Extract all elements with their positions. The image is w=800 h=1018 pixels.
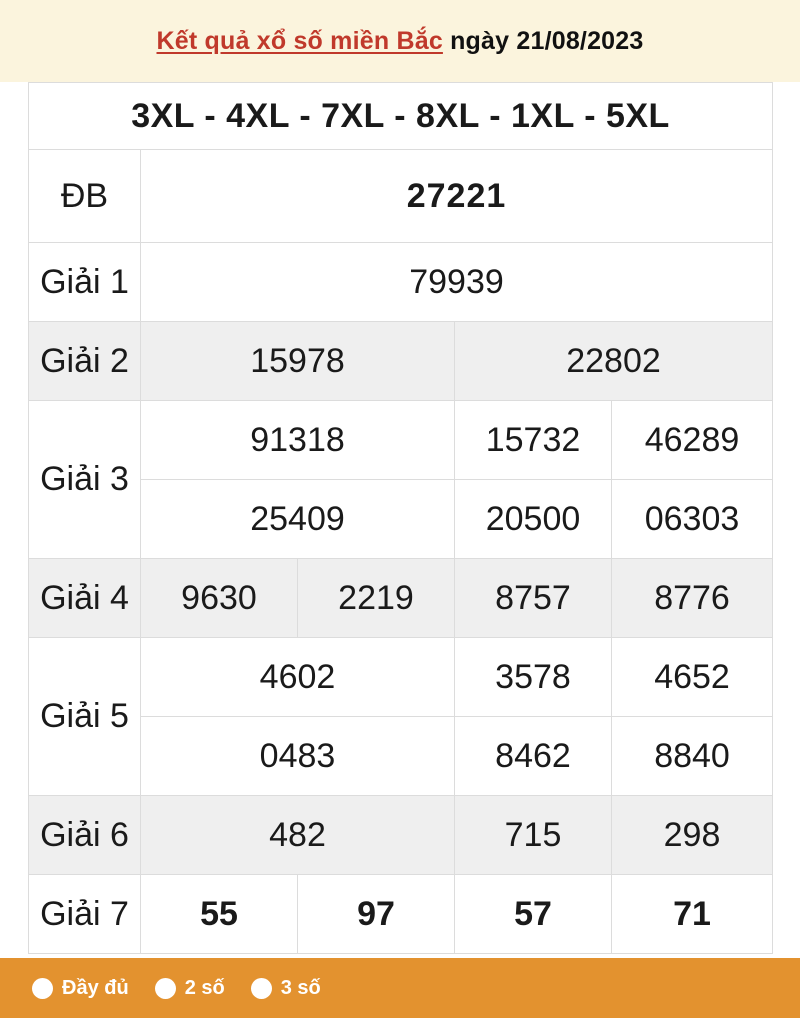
prize-number-g5-2: 4652	[612, 638, 773, 717]
prize-number-g2-0: 15978	[141, 322, 455, 401]
radio-icon[interactable]	[251, 978, 272, 999]
prize-number-g4-3: 8776	[612, 559, 773, 638]
prize-label-g7: Giải 7	[29, 875, 141, 954]
table-row-g3b	[29, 480, 773, 559]
prize-number-g2-1: 22802	[455, 322, 773, 401]
footer-option-2so[interactable]	[155, 977, 225, 1000]
prize-number-g4-1: 2219	[298, 559, 455, 638]
prize-number-g3-5: 06303	[612, 480, 773, 559]
prize-number-g3-2: 46289	[612, 401, 773, 480]
radio-icon[interactable]	[155, 978, 176, 999]
prize-number-g5-4: 8462	[455, 717, 612, 796]
table-row-g7	[29, 875, 773, 954]
result-table	[28, 82, 773, 954]
prize-number-g6-1: 715	[455, 796, 612, 875]
prize-number-g7-3: 71	[612, 875, 773, 954]
lottery-codes: 3XL - 4XL - 7XL - 8XL - 1XL - 5XL	[29, 83, 773, 150]
prize-label-g2: Giải 2	[29, 322, 141, 401]
prize-label-db: ĐB	[29, 150, 141, 243]
prize-number-g6-0: 482	[141, 796, 455, 875]
footer-option-3so[interactable]	[251, 977, 321, 1000]
prize-number-db-0: 27221	[141, 150, 773, 243]
footer-option-label: Đầy đủ	[62, 976, 129, 999]
prize-number-g3-3: 25409	[141, 480, 455, 559]
prize-number-g7-2: 57	[455, 875, 612, 954]
radio-icon[interactable]	[32, 978, 53, 999]
prize-number-g6-2: 298	[612, 796, 773, 875]
table-row-g6	[29, 796, 773, 875]
result-table-wrap	[0, 82, 800, 958]
table-row-g5b	[29, 717, 773, 796]
header-text	[157, 27, 644, 56]
prize-label-g3: Giải 3	[29, 401, 141, 559]
prize-number-g7-0: 55	[141, 875, 298, 954]
table-row-db	[29, 150, 773, 243]
table-row-g4	[29, 559, 773, 638]
prize-number-g5-3: 0483	[141, 717, 455, 796]
prize-label-g5: Giải 5	[29, 638, 141, 796]
table-row-g3a	[29, 401, 773, 480]
table-row-subheader	[29, 83, 773, 150]
prize-label-g1: Giải 1	[29, 243, 141, 322]
display-mode-footer	[0, 958, 800, 1018]
footer-option-label: 3 số	[280, 976, 321, 999]
footer-option-label: 2 số	[184, 976, 225, 999]
prize-number-g5-5: 8840	[612, 717, 773, 796]
table-row-g2	[29, 322, 773, 401]
footer-option-full[interactable]	[32, 977, 129, 1000]
prize-number-g3-1: 15732	[455, 401, 612, 480]
prize-number-g7-1: 97	[298, 875, 455, 954]
prize-number-g3-0: 91318	[141, 401, 455, 480]
prize-number-g5-1: 3578	[455, 638, 612, 717]
page-header	[0, 0, 800, 82]
prize-number-g4-2: 8757	[455, 559, 612, 638]
prize-number-g3-4: 20500	[455, 480, 612, 559]
table-row-g5a	[29, 638, 773, 717]
page-title: Kết quả xổ số miền Bắc	[156, 26, 443, 55]
result-date: ngày 21/08/2023	[450, 26, 644, 55]
prize-number-g1-0: 79939	[141, 243, 773, 322]
prize-number-g5-0: 4602	[141, 638, 455, 717]
table-row-g1	[29, 243, 773, 322]
prize-number-g4-0: 9630	[141, 559, 298, 638]
prize-label-g4: Giải 4	[29, 559, 141, 638]
prize-label-g6: Giải 6	[29, 796, 141, 875]
